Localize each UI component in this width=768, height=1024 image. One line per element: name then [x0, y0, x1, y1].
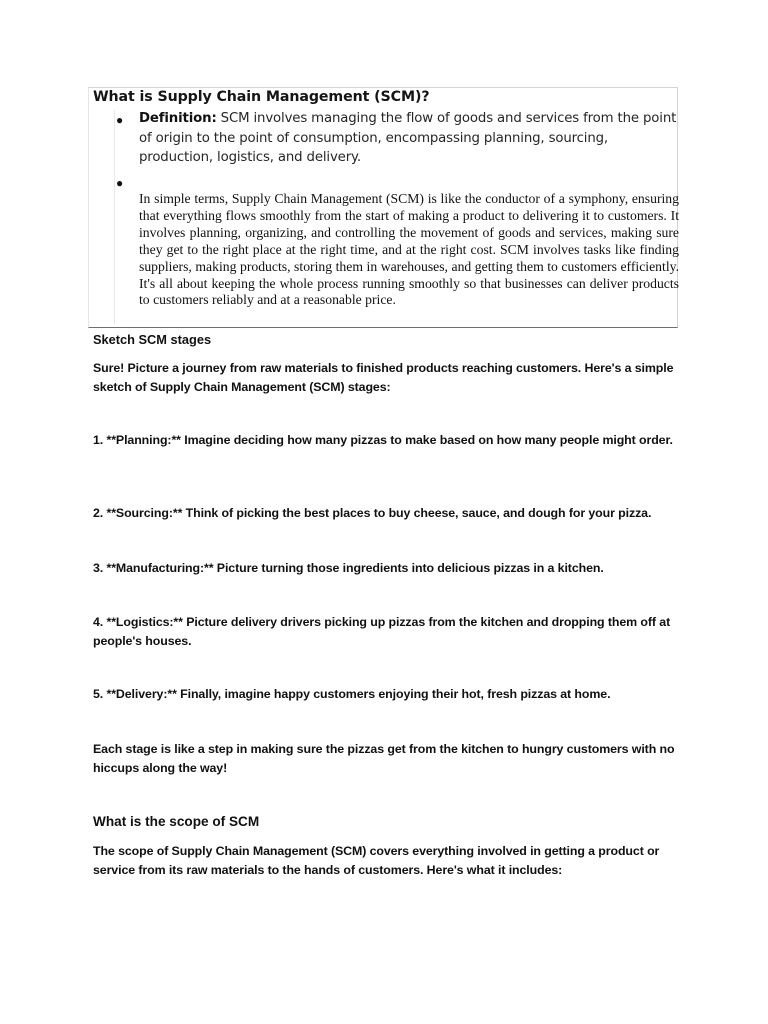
scope-heading: What is the scope of SCM	[93, 814, 260, 829]
definition-paragraph	[139, 109, 679, 168]
bullet-icon: ●	[116, 176, 124, 190]
bullet-icon: ●	[116, 113, 124, 127]
definition-text: SCM involves managing the flow of goods and services from the point of origin to the point of consumption, encompassing planning, sourcing, production, logistics, and delivery.	[139, 111, 677, 165]
stage-logistics: 4. **Logistics:** Picture delivery drivers picking up pizzas from the kitchen and dropping them off at people's houses.	[93, 615, 671, 648]
stage-planning: 1. **Planning:** Imagine deciding how many pizzas to make based on how many people might order.	[93, 433, 673, 447]
scope-intro: The scope of Supply Chain Management (SCM) covers everything involved in getting a product or service from its raw materials to the hands of customers. Here's what it includes:	[93, 844, 660, 877]
sketch-heading: Sketch SCM stages	[93, 332, 212, 347]
stage-sourcing: 2. **Sourcing:** Think of picking the best places to buy cheese, sauce, and dough for your pizza.	[93, 506, 652, 520]
stage-delivery: 5. **Delivery:** Finally, imagine happy customers enjoying their hot, fresh pizzas at home.	[93, 687, 611, 701]
stage-manufacturing: 3. **Manufacturing:** Picture turning those ingredients into delicious pizzas in a kitchen.	[93, 561, 604, 575]
definition-label: Definition:	[139, 111, 217, 126]
table-inner-rule	[114, 110, 115, 324]
sketch-summary: Each stage is like a step in making sure the pizzas get from the kitchen to hungry customers with no hiccups along the way!	[93, 742, 675, 775]
sketch-intro: Sure! Picture a journey from raw materials to finished products reaching customers. Here's a simple sketch of Supply Chain Management (SCM) stages:	[93, 361, 674, 394]
simple-terms-paragraph: In simple terms, Supply Chain Management (SCM) is like the conductor of a symphony, ensuring that everything flows smoothly from the start of making a product to delivering it to customers. It involves planning, organizing, and controlling the movement of goods and services, making sure they get to the right place at the right time, and at the right cost. SCM involves tasks like finding suppliers, making products, storing them in warehouses, and getting them to customers efficiently. It's all about keeping the whole process running smoothly so that businesses can deliver products to customers reliably and at a reasonable price.	[139, 191, 679, 308]
scm-title: What is Supply Chain Management (SCM)?	[93, 89, 430, 105]
